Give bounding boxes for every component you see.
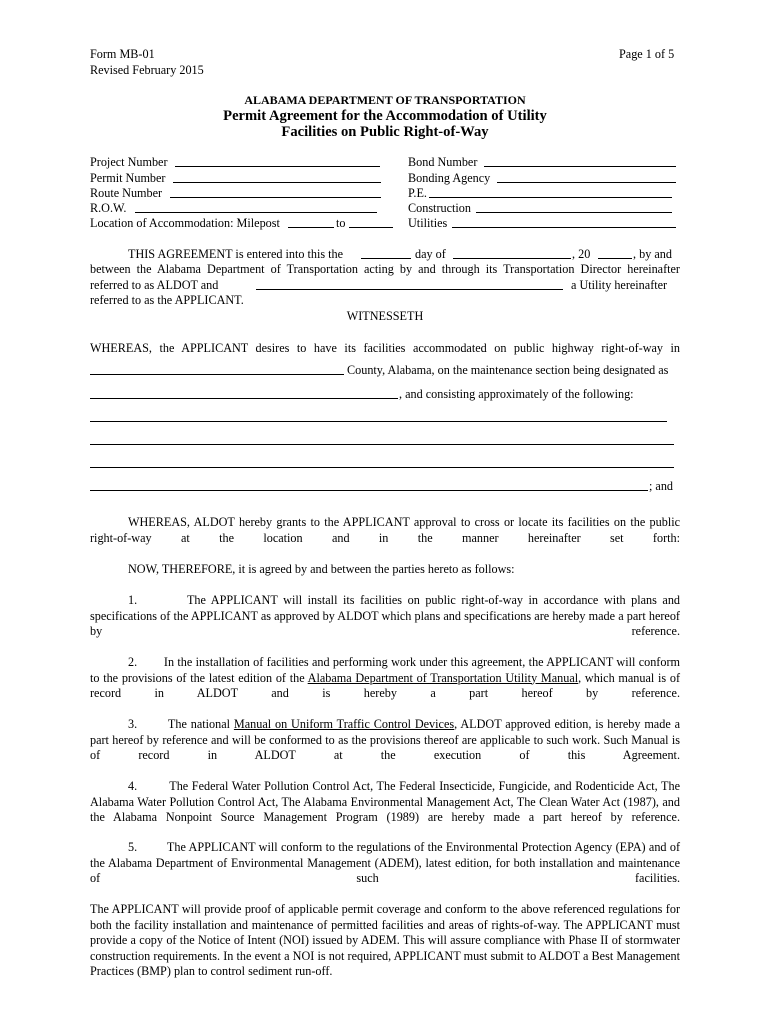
facility-description-line-3[interactable] [90,467,674,468]
facility-description-line-1[interactable] [90,421,667,422]
agreement-day-of: day of [415,247,446,261]
mutcd-reference: Manual on Uniform Traffic Control Devices [233,717,455,731]
project-number-field[interactable] [175,166,380,167]
milepost-to-label: to [336,216,346,230]
agreement-utility: a Utility hereinafter [571,278,668,292]
milepost-label: Location of Accommodation: Milepost [90,216,280,230]
agreement-day-field[interactable] [361,258,411,259]
agreement-month-field[interactable] [453,258,571,259]
project-number-label: Project Number [90,155,168,169]
maintenance-section-field[interactable] [90,398,398,399]
item-4: 4. The Federal Water Pollution Control Act, The Federal Insecticide, Fungicide, and Rodenticide Act, The Alabama Water Pollution Control Act, The Alabama Environmental Management Act, The Clean Water Act (1987), and the Alabama Nonpoint Source Management Program (1989) are hereby made a part hereof by reference. [90,779,680,825]
form-id: Form MB-01 [90,47,155,61]
final-paragraph: The APPLICANT will provide proof of applicable permit coverage and conform to the above referenced regulations for both the facility installation and maintenance of permitted facilities and areas of rights-of-way. The APPLICANT must provide a copy of the Notice of Intent (NOI) issued by ADEM. This will assure compliance with Phase II of stormwater construction requirements. In the event a NOI is not required, APPLICANT must submit to ALDOT a Best Management Practices (BMP) plan to control sediment run-off. [90,902,680,979]
agreement-intro: THIS AGREEMENT is entered into this the [128,247,344,261]
route-number-field[interactable] [170,197,381,198]
utility-manual-reference: Alabama Department of Transportation Utility Manual [307,670,579,685]
pe-label: P.E. [408,186,427,200]
agreement-year-prefix: , 20 [572,247,591,261]
applicant-name-field[interactable] [256,289,563,290]
item-3: 3. The national Manual on Uniform Traffic Control Devices, ALDOT approved edition, is hereby made a part hereof by reference and will be conformed to as the provisions thereof are applicable to such work. Such Manual is of record in ALDOT at the execution of this Agreement. [90,717,681,763]
item-2: 2. In the installation of facilities and performing work under this agreement, the APPLICANT will conform to the provisions of the latest edition of the Alabama Department of Transportation Utility Manual, which manual is of record in ALDOT and is hereby a part hereof by reference. [90,655,681,701]
county-field[interactable] [90,374,344,375]
row-field[interactable] [135,212,377,213]
witnesseth-heading: WITNESSETH [346,309,424,323]
permit-number-field[interactable] [173,182,381,183]
bonding-agency-label: Bonding Agency [408,171,491,185]
facility-description-line-2[interactable] [90,444,674,445]
permit-number-label: Permit Number [90,171,166,185]
facility-description-line-4[interactable] [90,490,648,491]
milepost-to-field[interactable] [349,227,393,228]
whereas-2: WHEREAS, ALDOT hereby grants to the APPLICANT approval to cross or locate its facilities on the public right-of-way at the location and in the manner hereinafter set forth: [90,515,680,545]
agreement-by-and: , by and [633,247,672,261]
now-therefore: NOW, THEREFORE, it is agreed by and between the parties hereto as follows: [128,562,515,576]
agency-name: ALABAMA DEPARTMENT OF TRANSPORTATION [244,93,526,107]
whereas-and: ; and [649,479,674,493]
whereas-1: WHEREAS, the APPLICANT desires to have its facilities accommodated on public highway right-of-way in [90,341,680,355]
utilities-label: Utilities [408,216,448,230]
utilities-field[interactable] [452,227,676,228]
agreement-referred-applicant: referred to as the APPLICANT. [90,293,244,307]
item-5: 5. The APPLICANT will conform to the regulations of the Environmental Protection Agency (EPA) and of the Alabama Department of Environmental Management (ADEM), latest edition, for both installation and maintenance of such facilities. [90,840,680,886]
pe-field[interactable] [429,197,672,198]
revised-date: Revised February 2015 [90,63,204,77]
row-label: R.O.W. [90,201,127,215]
bonding-agency-field[interactable] [497,182,676,183]
milepost-from-field[interactable] [288,227,334,228]
agreement-year-field[interactable] [598,258,632,259]
route-number-label: Route Number [90,186,163,200]
whereas-county-text: County, Alabama, on the maintenance section being designated as [347,363,669,377]
bond-number-field[interactable] [484,166,676,167]
page-number: Page 1 of 5 [619,47,675,61]
item-1: 1. The APPLICANT will install its facilities on public right-of-way in accordance with plans and specifications of the APPLICANT as approved by ALDOT which plans and specifications are hereby made a part hereof by reference. [90,593,681,639]
construction-field[interactable] [476,212,672,213]
page-title: Permit Agreement for the Accommodation of Utility [223,108,547,124]
page-subtitle: Facilities on Public Right-of-Way [281,124,489,140]
construction-label: Construction [408,201,471,215]
bond-number-label: Bond Number [408,155,478,169]
agreement-between: between the Alabama Department of Transportation acting by and through its Transportation Director hereinafter [90,262,680,276]
whereas-consisting: , and consisting approximately of the following: [399,387,634,401]
agreement-referred-aldot: referred to as ALDOT and [90,278,219,292]
